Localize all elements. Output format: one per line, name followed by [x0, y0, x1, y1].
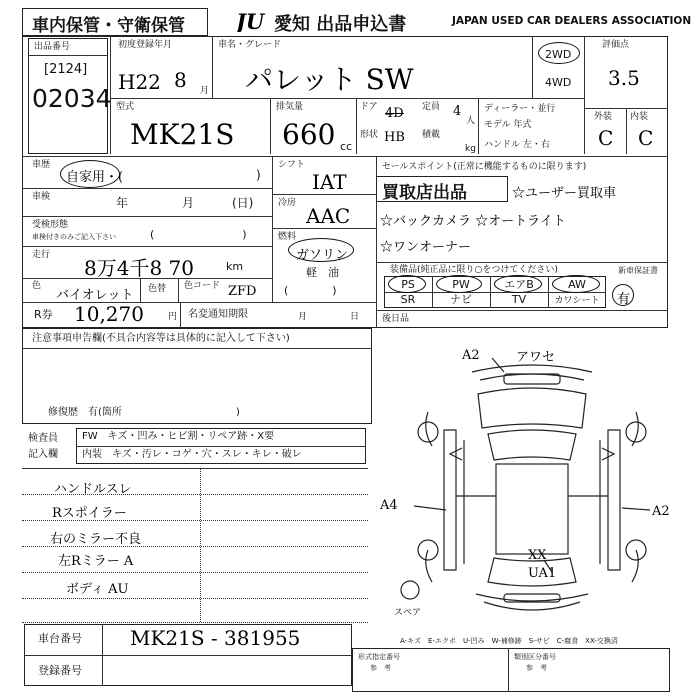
drive-2wd-circle — [538, 42, 580, 64]
equip-leather-seat: カワシート — [554, 296, 600, 306]
inspector-note-1: ハンドルスレ — [54, 482, 132, 497]
equip-ps-circle — [388, 275, 426, 293]
score-value: 3.5 — [608, 66, 640, 90]
first-reg-year: H22 — [118, 70, 161, 94]
inspector-label-2: 記入欄 — [28, 449, 58, 460]
usage-circle — [60, 160, 120, 188]
usage-close: ) — [256, 168, 261, 182]
equipment-label: 装備品(純正品に限り○をつけてください) — [390, 265, 558, 275]
fuel-paren: ( ) — [284, 284, 337, 297]
fuel-label: 燃料 — [278, 232, 297, 242]
selling-points-label: セールスポイント(正常に機能するものに限ります) — [382, 162, 587, 172]
later-label: 後日品 — [382, 314, 410, 324]
color-change-label: 色替 — [148, 284, 167, 294]
mileage-label: 走行 — [32, 250, 51, 260]
warranty-value: 有 — [617, 292, 631, 307]
inspector-label-1: 検査員 — [28, 433, 58, 444]
usage-value: 自家用・( — [66, 170, 124, 185]
equip-airbag-circle — [494, 275, 542, 293]
chassis-label: 車台番号 — [38, 632, 82, 645]
model-year-label: モデル 年式 — [484, 120, 532, 130]
color-value: バイオレット — [56, 288, 134, 303]
cc-unit: cc — [340, 140, 353, 153]
association-name: JAPAN USED CAR DEALERS ASSOCIATION — [452, 15, 692, 27]
inspection-month: 月 — [182, 196, 195, 210]
equip-sr: SR — [400, 293, 416, 306]
name-change-label: 名変通知期限 — [188, 309, 248, 320]
usage-label: 車歴 — [32, 160, 51, 170]
ac-value: AAC — [306, 204, 351, 228]
repair-close: ) — [236, 407, 240, 418]
equip-aw: AW — [568, 278, 586, 291]
inspector-fw-row: FW キズ・凹み・ヒビ割・リペア跡・X要 — [82, 431, 275, 442]
color-code-value: ZFD — [228, 284, 257, 299]
mileage-value: 8万4千8 70 — [84, 256, 194, 280]
car-name-label: 車名・グレード — [218, 40, 282, 50]
inspector-note-3: 右のミラー不良 — [50, 532, 142, 547]
drive-2wd: 2WD — [545, 48, 572, 61]
diagram-ua1: UA1 — [528, 566, 557, 581]
warranty-circle — [612, 284, 634, 306]
category-ref: 参 考 — [526, 664, 547, 672]
drive-4wd: 4WD — [545, 76, 572, 89]
first-reg-month-unit: 月 — [200, 86, 210, 96]
type-designation-label: 形式指定番号 — [358, 653, 400, 661]
diagram-a2-top: A2 — [462, 348, 480, 363]
first-reg-label: 初度登録年月 — [118, 40, 173, 50]
inspector-note-5: ボディ AU — [66, 582, 129, 597]
handle-label: ハンドル 左・右 — [484, 140, 550, 150]
selling-headline: 買取店出品 — [382, 183, 467, 203]
equip-pw: PW — [452, 278, 470, 291]
fuel-gasoline-circle — [288, 238, 354, 262]
receipt-paren: ( ) — [150, 228, 247, 241]
lot-number: 02034 — [32, 84, 112, 113]
door-label: ドア — [360, 102, 378, 112]
selling-point-3: ☆ワンオーナー — [380, 240, 472, 255]
damage-legend: A-キズ E-エクボ U-凹み W-補修跡 S-サビ C-腐食 XX-交換済 — [400, 637, 618, 645]
capacity-value: 4 — [453, 104, 462, 119]
ju-logo-text: JU — [236, 10, 265, 32]
capacity-label: 定員 — [422, 102, 441, 112]
reg-number-label: 登録番号 — [38, 664, 82, 677]
lot-sub-number: [2124] — [44, 62, 88, 77]
equip-airbag: エアB — [504, 278, 534, 291]
lot-label: 出品番号 — [34, 42, 71, 52]
car-name: パレット SW — [245, 63, 414, 96]
equip-pw-circle — [436, 275, 482, 293]
recycle-unit: 円 — [168, 312, 178, 322]
type-label: 型式 — [116, 102, 135, 112]
door-value: 4D — [385, 106, 404, 121]
displacement-value: 660 — [282, 118, 336, 151]
notes-label: 注意事項申告欄(不具合内容等は具体的に記入して下さい) — [32, 333, 290, 344]
inspector-interior-row: 内装 キズ・汚レ・コゲ・穴・スレ・キレ・破レ — [82, 449, 302, 460]
storage-label: 車内保管・守衛保管 — [32, 16, 185, 36]
receipt-note: 車検付きのみご記入下さい — [32, 233, 116, 241]
name-change-day: 日 — [350, 312, 360, 322]
body-value: HB — [384, 130, 405, 145]
diagram-spare: スペア — [394, 608, 422, 618]
body-label: 形状 — [360, 130, 379, 140]
inspection-year: 年 — [116, 196, 129, 210]
name-change-month: 月 — [298, 312, 308, 322]
type-designation-ref: 参 考 — [370, 664, 391, 672]
mileage-unit: km — [226, 260, 244, 273]
diagram-xx: XX — [528, 548, 547, 563]
color-label: 色 — [32, 281, 42, 291]
first-reg-month: 8 — [174, 68, 187, 92]
chassis-value: MK21S - 381955 — [130, 626, 301, 650]
inspector-note-4: 左Rミラー A — [58, 554, 134, 569]
dealer-label: ディーラー・並行 — [484, 104, 556, 114]
equip-navi: ナビ — [450, 293, 472, 306]
equip-tv: TV — [511, 293, 527, 306]
inspector-note-2: Rスポイラー — [52, 506, 127, 521]
displacement-label: 排気量 — [276, 102, 304, 112]
interior-grade: C — [638, 126, 654, 150]
selling-point-1: ☆ユーザー買取車 — [512, 186, 617, 201]
recycle-label: R券 — [34, 308, 53, 321]
fuel-gasoline: ガソリン — [296, 248, 349, 263]
load-unit: kg — [465, 144, 476, 154]
form-title: 愛知 出品申込書 — [274, 14, 407, 35]
inspection-day: (日) — [232, 196, 254, 210]
load-label: 積載 — [422, 130, 441, 140]
diagram-a4-left: A4 — [380, 498, 398, 513]
interior-label: 内装 — [630, 112, 649, 122]
score-label: 評価点 — [602, 40, 630, 50]
shift-value: IAT — [312, 170, 347, 194]
category-label: 類別区分番号 — [514, 653, 556, 661]
capacity-unit: 人 — [466, 116, 476, 126]
diagram-a2-right: A2 — [652, 504, 670, 519]
shift-label: シフト — [278, 160, 306, 170]
ju-logo — [236, 10, 272, 36]
recycle-value: 10,270 — [74, 302, 144, 326]
car-diagram — [392, 350, 672, 630]
color-code-label: 色コード — [184, 281, 221, 291]
warranty-label: 新車保証書 — [618, 266, 658, 275]
inspection-label: 車検 — [32, 192, 51, 202]
equip-ps: PS — [401, 278, 415, 291]
ac-label: 冷房 — [278, 198, 297, 208]
diagram-a2-top-note: アワセ — [516, 350, 556, 365]
equip-aw-circle — [552, 275, 600, 293]
exterior-grade: C — [598, 126, 614, 150]
fuel-diesel: 軽 油 — [306, 266, 339, 279]
type-value: MK21S — [130, 118, 235, 151]
repair-label: 修復歴 有(箇所 — [48, 407, 122, 418]
receipt-label: 受検形態 — [32, 220, 69, 230]
exterior-label: 外装 — [594, 112, 613, 122]
selling-point-2: ☆バックカメラ ☆オートライト — [380, 214, 566, 229]
